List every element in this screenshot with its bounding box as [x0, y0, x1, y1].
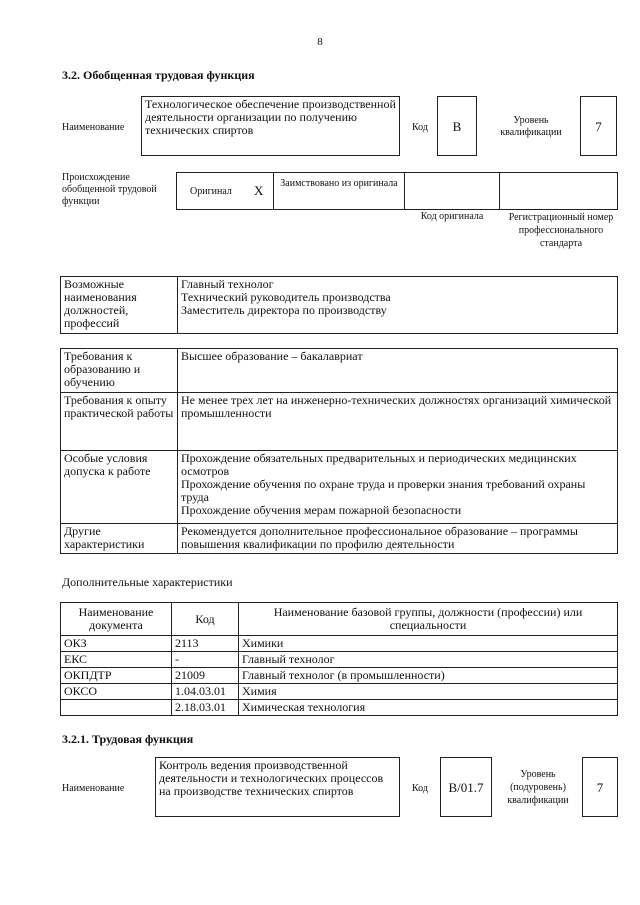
sub-function-name-value: Контроль ведения производственной деятельности и технологических процессов на производстве технических спиртов [159, 758, 384, 798]
row-code: 1.04.03.01 [172, 684, 239, 700]
header-name: Наименование базовой группы, должности (профессии) или специальности [239, 603, 618, 636]
req-value [178, 451, 618, 524]
sub-level-label: Уровень (подуровень) квалификации [507, 769, 569, 806]
req-label: Другие характеристики [61, 524, 178, 554]
level-label: Уровень квалификации [500, 115, 562, 138]
row-name: Химики [239, 636, 618, 652]
page-number: 8 [317, 36, 323, 48]
level-value: 7 [580, 96, 617, 156]
header-code: Код [172, 603, 239, 636]
req-text: Прохождение обучения по охране труда и проверки знания требований охраны труда [181, 477, 586, 504]
orig-code-label: Код оригинала [420, 211, 484, 222]
code-value: В [437, 96, 477, 156]
req-text: Не менее трех лет на инженерно-технических должностях организаций химической промышленности [181, 393, 612, 420]
function-name-value: Технологическое обеспечение производственной деятельности организации по получению технических спиртов [145, 97, 396, 137]
req-value [178, 393, 618, 451]
row-doc: ОКПДТР [61, 668, 172, 684]
origin-divider [499, 172, 500, 210]
req-text: Высшее образование – бакалавриат [181, 349, 363, 363]
table-header-row [61, 603, 618, 636]
table-row [61, 451, 618, 524]
original-mark: X [254, 183, 264, 198]
table-row [61, 277, 618, 334]
req-text: Прохождение обучения мерам пожарной безопасности [181, 503, 462, 517]
req-text: Рекомендуется дополнительное профессиональное образование – программы повышения квалификации по профилю деятельности [181, 524, 578, 551]
sub-code-label: Код [412, 783, 428, 794]
table-row [61, 636, 618, 652]
additional-table [60, 602, 618, 716]
section-heading: 3.2. Обобщенная трудовая функция [62, 68, 255, 82]
row-code: 2.18.03.01 [172, 700, 239, 716]
borrowed-label: Заимствовано из оригинала [280, 178, 398, 189]
table-row [61, 652, 618, 668]
row-name: Химическая технология [239, 700, 618, 716]
row-doc: ЕКС [61, 652, 172, 668]
row-doc: ОКСО [61, 684, 172, 700]
req-text: Прохождение обязательных предварительных и периодических медицинских осмотров [181, 451, 577, 478]
table-row [61, 700, 618, 716]
sub-code-value: В/01.7 [440, 757, 492, 817]
function-name-box [141, 96, 400, 156]
req-value [178, 524, 618, 554]
sub-level-value: 7 [582, 757, 618, 817]
code-label: Код [412, 122, 428, 133]
positions-values [178, 277, 618, 334]
original-label: Оригинал [190, 186, 232, 197]
row-name: Главный технолог [239, 652, 618, 668]
req-label: Требования к опыту практической работы [61, 393, 178, 451]
origin-divider [273, 172, 274, 210]
positions-label: Возможные наименования должностей, профессий [61, 277, 178, 334]
table-row [61, 349, 618, 393]
reg-number-label: Регистрационный номер профессионального стандарта [508, 212, 614, 249]
row-name: Главный технолог (в промышленности) [239, 668, 618, 684]
table-row [61, 393, 618, 451]
sub-function-name-box [155, 757, 400, 817]
position-item: Заместитель директора по производству [181, 303, 387, 317]
row-code: - [172, 652, 239, 668]
origin-label: Происхождение обобщенной трудовой функции [62, 172, 157, 207]
row-doc [61, 700, 172, 716]
sub-name-label: Наименование [62, 783, 125, 794]
additional-heading: Дополнительные характеристики [62, 575, 233, 589]
table-row [61, 684, 618, 700]
position-item: Главный технолог [181, 277, 274, 291]
row-code: 21009 [172, 668, 239, 684]
row-doc: ОКЗ [61, 636, 172, 652]
requirements-table [60, 348, 618, 554]
positions-table [60, 276, 618, 334]
table-row [61, 524, 618, 554]
req-value [178, 349, 618, 393]
origin-divider [404, 172, 405, 210]
req-label: Требования к образованию и обучению [61, 349, 178, 393]
req-label: Особые условия допуска к работе [61, 451, 178, 524]
subsection-heading: 3.2.1. Трудовая функция [62, 732, 194, 746]
header-doc: Наименование документа [61, 603, 172, 636]
row-code: 2113 [172, 636, 239, 652]
position-item: Технический руководитель производства [181, 290, 391, 304]
row-name: Химия [239, 684, 618, 700]
table-row [61, 668, 618, 684]
name-label: Наименование [62, 122, 125, 133]
